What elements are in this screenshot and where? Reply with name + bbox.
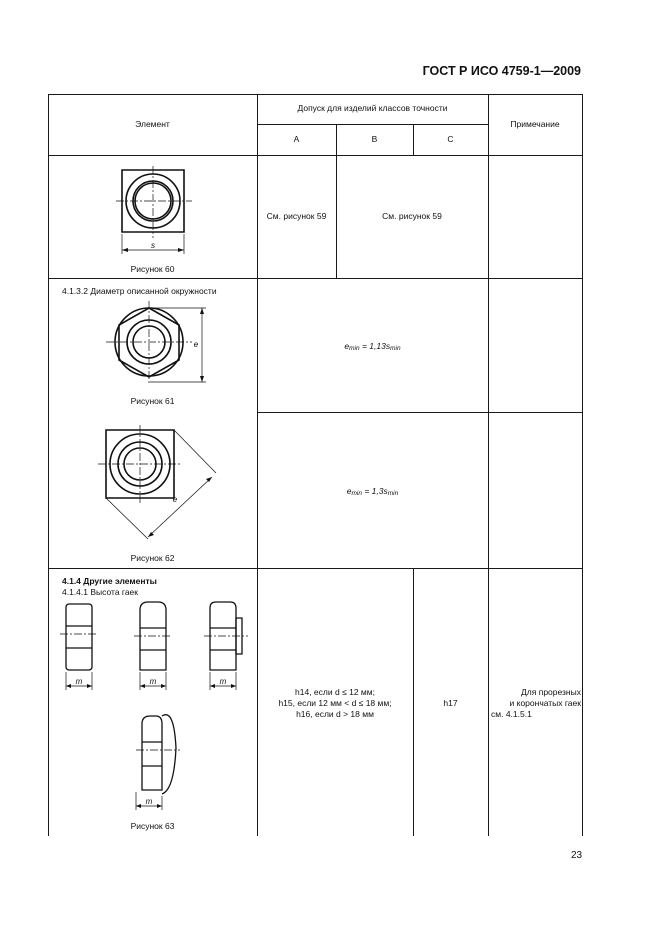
row3-tolerance-c: h17 <box>443 698 458 708</box>
figure-63-nut-height-drawings <box>56 598 256 818</box>
figure-60-square-nut-drawing <box>110 162 200 257</box>
figure-63-caption: Рисунок 63 <box>130 821 175 831</box>
column-header-b: B <box>371 134 378 144</box>
section-4-1-4-title: 4.1.4 Другие элементы <box>62 576 157 586</box>
column-header-note: Примечание <box>510 119 560 129</box>
formula-62: emin = 1,3smin <box>346 486 399 497</box>
column-header-element: Элемент <box>135 119 170 129</box>
dimension-label-m-2: m <box>149 677 157 686</box>
column-header-c: C <box>447 134 454 144</box>
dimension-label-s: s <box>151 241 155 250</box>
section-4-1-4-1-title: 4.1.4.1 Высота гаек <box>62 587 138 597</box>
dimension-label-e-62: e <box>172 495 178 504</box>
section-4-1-3-2-title: 4.1.3.2 Диаметр описанной окружности <box>62 286 217 296</box>
row1-tolerance-a: См. рисунок 59 <box>266 211 327 221</box>
row3-note: Для прорезных и корончатых гаек см. 4.1.5.1 <box>491 687 581 719</box>
row1-tolerance-bc: См. рисунок 59 <box>382 211 442 221</box>
column-header-a: A <box>293 134 300 144</box>
dimension-label-m-1: m <box>75 677 83 686</box>
figure-62-caption: Рисунок 62 <box>130 553 175 563</box>
figure-60-caption: Рисунок 60 <box>130 264 175 274</box>
figure-61-caption: Рисунок 61 <box>130 396 175 406</box>
figure-62-square-nut-drawing <box>96 425 222 545</box>
document-code: ГОСТ Р ИСО 4759-1—2009 <box>422 64 581 78</box>
formula-61: emin = 1,13smin <box>344 341 401 352</box>
figure-61-hex-nut-drawing <box>100 298 220 392</box>
page-number: 23 <box>571 850 583 861</box>
row3-tolerance-ab: h14, если d ≤ 12 мм; h15, если 12 мм < d ≤ 18 мм; h16, если d > 18 мм <box>278 687 392 719</box>
dimension-label-m-3: m <box>219 677 227 686</box>
dimension-label-e: e <box>193 340 199 349</box>
dimension-label-m-4: m <box>145 797 153 806</box>
column-header-tolerance: Допуск для изделий классов точности <box>297 103 448 113</box>
